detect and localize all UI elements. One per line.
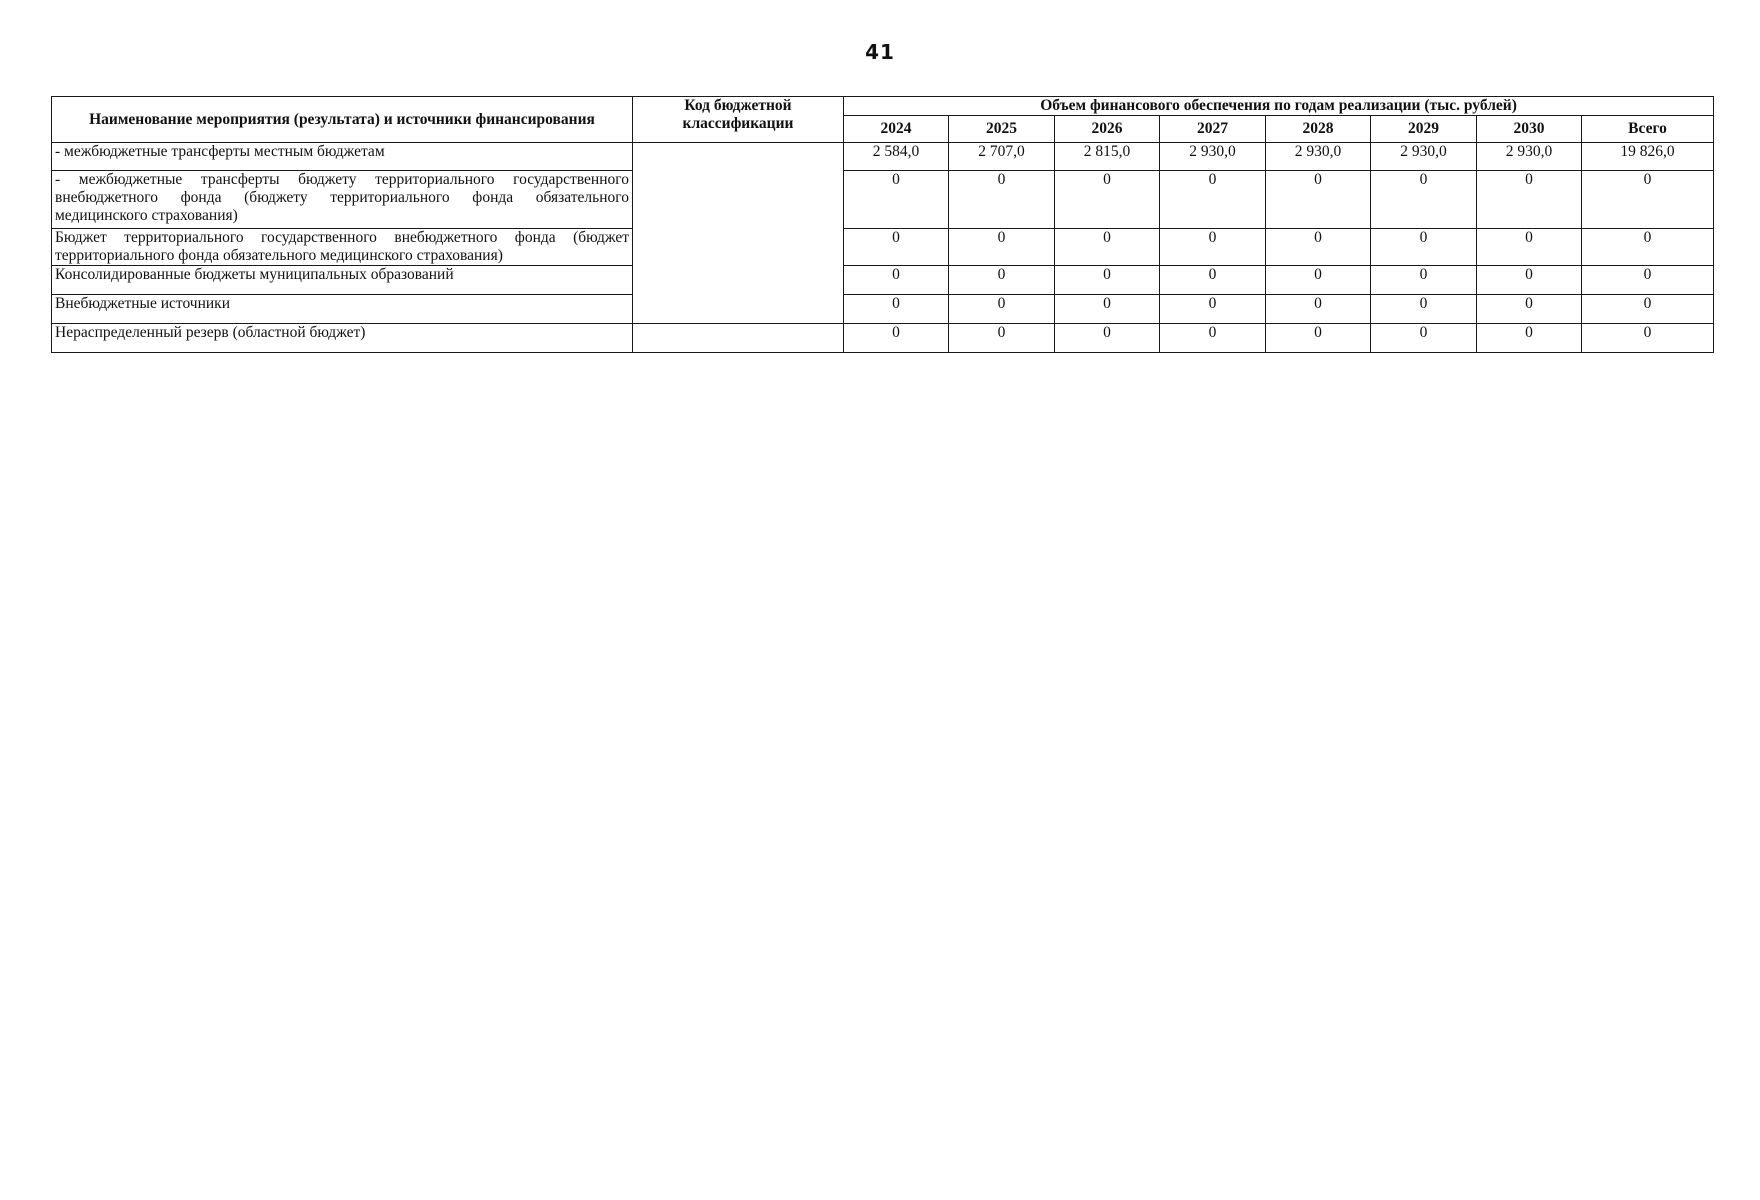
cell-value: 0 [1160,171,1266,229]
cell-value: 0 [844,266,949,295]
cell-value: 0 [949,229,1055,266]
row-name: Внебюджетные источники [52,295,633,324]
cell-value: 0 [1055,229,1160,266]
cell-value: 0 [1055,266,1160,295]
header-year-2027: 2027 [1160,116,1266,143]
cell-total: 19 826,0 [1582,143,1714,171]
cell-value: 0 [1371,295,1477,324]
cell-value: 0 [1160,324,1266,353]
table-row [52,229,1714,266]
table-row [52,266,1714,295]
cell-total: 0 [1582,266,1714,295]
cell-value: 0 [1055,324,1160,353]
cell-value: 0 [1160,229,1266,266]
header-code-column: Код бюджетной классификации [633,97,844,143]
header-total: Всего [1582,116,1714,143]
cell-value: 0 [844,229,949,266]
row-name: - межбюджетные трансферты бюджету территориального государственного внебюджетного фонда (бюджету территориального фонда обязательного медицинского страхования) [52,171,633,229]
cell-total: 0 [1582,229,1714,266]
table-row [52,324,1714,353]
cell-value: 0 [1266,229,1371,266]
cell-total: 0 [1582,171,1714,229]
cell-value: 0 [1477,295,1582,324]
cell-value: 0 [1477,229,1582,266]
row-name: Консолидированные бюджеты муниципальных образований [52,266,633,295]
cell-value: 0 [1477,266,1582,295]
cell-value: 0 [1266,295,1371,324]
cell-value: 0 [1055,295,1160,324]
budget-code-cell [633,143,844,324]
header-year-2025: 2025 [949,116,1055,143]
header-year-2024: 2024 [844,116,949,143]
header-name-column: Наименование мероприятия (результата) и источники финансирования [52,97,633,143]
cell-value: 0 [1371,229,1477,266]
row-name: Бюджет территориального государственного внебюджетного фонда (бюджет территориального фонда обязательного медицинского страхования) [52,229,633,266]
header-year-2028: 2028 [1266,116,1371,143]
cell-value: 0 [1055,171,1160,229]
cell-value: 2 930,0 [1477,143,1582,171]
cell-value: 0 [949,171,1055,229]
cell-value: 2 707,0 [949,143,1055,171]
cell-value: 0 [1160,266,1266,295]
cell-value: 0 [1266,324,1371,353]
cell-value: 0 [1266,171,1371,229]
cell-value: 0 [844,324,949,353]
header-financing-group: Объем финансового обеспечения по годам реализации (тыс. рублей) [844,97,1714,116]
cell-value: 2 815,0 [1055,143,1160,171]
cell-value: 0 [1160,295,1266,324]
cell-total: 0 [1582,324,1714,353]
cell-value: 0 [949,295,1055,324]
cell-value: 2 930,0 [1160,143,1266,171]
table-row [52,295,1714,324]
cell-value: 0 [949,324,1055,353]
cell-value: 0 [949,266,1055,295]
cell-value: 0 [1371,324,1477,353]
cell-value: 0 [1477,324,1582,353]
financing-table [51,96,1714,353]
page-number: 41 [865,40,895,64]
cell-value: 0 [1266,266,1371,295]
cell-value: 0 [1371,171,1477,229]
cell-value: 2 930,0 [1371,143,1477,171]
header-year-2029: 2029 [1371,116,1477,143]
table-row [52,143,1714,171]
cell-total: 0 [1582,295,1714,324]
row-name: - межбюджетные трансферты местным бюджетам [52,143,633,171]
row-name: Нераспределенный резерв (областной бюджет) [52,324,633,353]
cell-value: 2 584,0 [844,143,949,171]
cell-value: 0 [844,295,949,324]
cell-value: 2 930,0 [1266,143,1371,171]
header-year-2026: 2026 [1055,116,1160,143]
cell-value: 0 [1477,171,1582,229]
budget-code-cell [633,324,844,353]
header-year-2030: 2030 [1477,116,1582,143]
cell-value: 0 [844,171,949,229]
cell-value: 0 [1371,266,1477,295]
table-row [52,171,1714,229]
